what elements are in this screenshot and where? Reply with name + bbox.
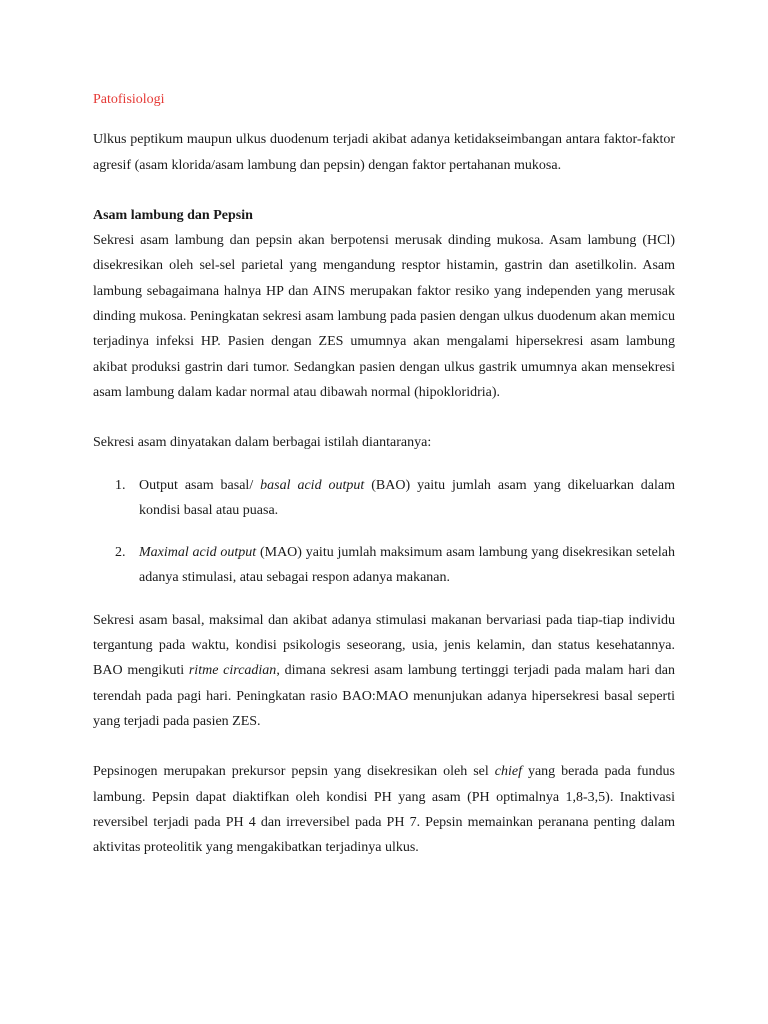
- list-text-pre: Output asam basal/: [139, 477, 261, 493]
- pepsinogen-paragraph: [93, 759, 675, 860]
- list-text-emphasis: Maximal acid output: [139, 545, 257, 561]
- paragraph-emphasis: ritme circadian: [188, 663, 277, 679]
- list-item: [93, 473, 675, 524]
- paragraph-text-post: , dimana sekresi asam lambung tertinggi terjadi pada malam hari dan terendah pada pagi hari. Peningkatan rasio BAO:MAO menunjukan adanya hipersekresi basal seperti yang terjadi pada pasien ZES.: [93, 663, 675, 729]
- list-number: 2.: [115, 545, 126, 561]
- section-heading: Patofisiologi: [93, 92, 165, 107]
- secretion-terms-list: [93, 473, 675, 591]
- paragraph-emphasis: chief: [494, 764, 522, 780]
- intro-paragraph: Ulkus peptikum maupun ulkus duodenum terjadi akibat adanya ketidakseimbangan antara faktor-faktor agresif (asam klorida/asam lambung dan pepsin) dengan faktor pertahanan mukosa.: [93, 132, 675, 173]
- paragraph-text-pre: Pepsinogen merupakan prekursor pepsin yang disekresikan oleh sel: [93, 764, 495, 780]
- list-intro: Sekresi asam dinyatakan dalam berbagai istilah diantaranya:: [93, 435, 432, 451]
- basal-secretion-paragraph: [93, 608, 675, 734]
- subsection-title: Asam lambung dan Pepsin: [93, 207, 253, 223]
- list-text-post: (MAO) yaitu jumlah maksimum asam lambung yang disekresikan setelah adanya stimulasi, atau sebagai respon adanya makanan.: [139, 545, 675, 586]
- list-text-emphasis: basal acid output: [260, 477, 365, 493]
- paragraph-text-pre: Sekresi asam basal, maksimal dan akibat adanya stimulasi makanan bervariasi pada tiap-tiap individu tergantung pada waktu, kondisi psikologis seseorang, usia, jenis kelamin, dan status kesehatannya. BAO mengikuti: [93, 612, 675, 679]
- acid-pepsin-paragraph: Sekresi asam lambung dan pepsin akan berpotensi merusak dinding mukosa. Asam lambung (HCl) disekresikan oleh sel-sel parietal yang mengandung resptor histamin, gastrin dan asetilkolin. Asam lambung sebagaimana halnya HP dan AINS merupakan faktor resiko yang independen yang merusak dinding mukosa. Peningkatan sekresi asam lambung pada pasien dengan ulkus duodenum akan memicu terjadinya infeksi HP. Pasien dengan ZES umumnya akan mengalami hipersekresi asam lambung akibat produksi gastrin dari tumor. Sedangkan pasien dengan ulkus gastrik umumnya akan mensekresi asam lambung dalam kadar normal atau dibawah normal (hipokloridria).: [93, 233, 675, 400]
- list-text-post: (BAO) yaitu jumlah asam yang dikeluarkan dalam kondisi basal atau puasa.: [139, 477, 675, 518]
- paragraph-text-post: yang berada pada fundus lambung. Pepsin dapat diaktifkan oleh kondisi PH yang asam (PH optimalnya 1,8-3,5). Inaktivasi reversibel terjadi pada PH 4 dan irreversibel pada PH 7. Pepsin memainkan peranana penting dalam aktivitas proteolitik yang mengakibatkan terjadinya ulkus.: [93, 764, 675, 856]
- list-number: 1.: [115, 477, 126, 493]
- list-item: [93, 540, 675, 591]
